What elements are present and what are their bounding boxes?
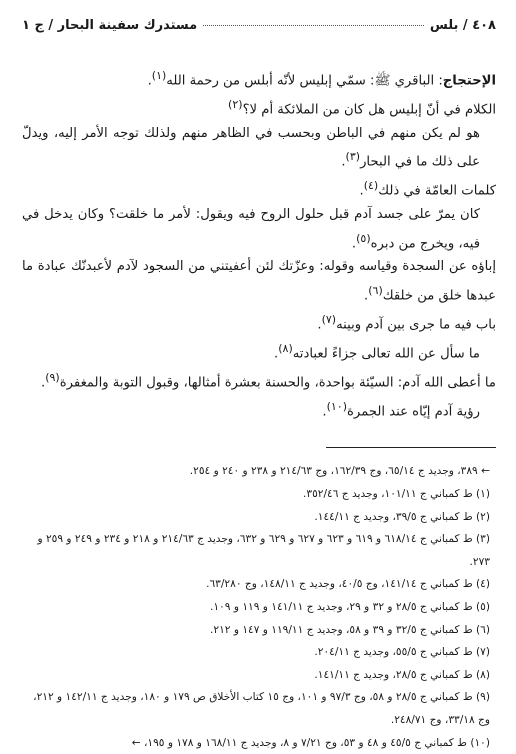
footnote-marker: (٩) [45, 370, 60, 384]
footnote-marker: (٤) [363, 179, 379, 193]
entry-paragraph: الكلام في أنّ إبليس هل كان من الملائكة أم لا؟$^{(٢)}$ [228, 97, 496, 118]
footnote-item: (٣) ط كمباني ج ٦١٨/١٤ و ٦١٩ و ٦٢٣ و ٦٢٧ و ٦٢٩ و ٦٣٢، وجديد ج ٢١٤/٦٣ و ٢١٨ و ٢٣٤ و ٢٤٩ و ٢٥٩ و ٢٧٣. [37, 533, 490, 568]
entry-paragraph: إباؤه عن السجدة وقياسه وقوله: وعزّتك لئن أعفيتني من السجود لآدم لأعبدنّك عبادة ما عبدها خلق من خلقك$^{(٦)}$. [22, 259, 496, 304]
footnote-item: (٥) ط كمباني ج ٢٨/٥ و ٣٢ و ٢٩، وجديد ج ١٤١/١١ و ١١٩ و ١٠٩. [210, 600, 490, 613]
footnote-marker: (٦) [368, 283, 383, 297]
main-text [22, 64, 496, 423]
entry-paragraph: رؤية آدم إيّاه عند الجمرة$^{(١٠)}$. [322, 399, 480, 419]
footnotes [22, 460, 496, 754]
entry-paragraph: ما أعطى الله آدم: السيّئة بواحدة، والحسنة بعشرة أمثالها، وقبول التوبة والمغفرة$^{(٩)}$. [41, 370, 496, 391]
running-header [22, 18, 496, 38]
footnote-marker: (٥) [356, 231, 371, 245]
footnote-item: (١) ط كمباني ج ١٠١/١١، وجديد ج ٣٥٢/٤٦. [303, 488, 490, 500]
footnote-marker: (٣) [345, 150, 361, 164]
entry-paragraph: كلمات العامّة في ذلك$^{(٤)}$. [359, 179, 496, 199]
footnote-item: (١٠) ط كمباني ج ٤٥/٥ و ٤٨ و ٥٣، وج ٧/٢١ و ٨، وجديد ج ١٦٨/١١ و ١٧٨ و ١٩٥، ← [131, 736, 490, 749]
footnote-item: (٤) ط كمباني ج ١٤١/١٤، وج ٤٠/٥، وجديد ج ١٤٨/١١، وج ٦٣/٢٨٠. [206, 578, 490, 591]
footnote-item: (٢) ط كمباني ج ٣٩/٥، وجديد ج ١٤٤/١١. [314, 510, 490, 523]
footnote-marker: (٢) [228, 97, 243, 111]
footnote-continuation: ← ٣٨٩، وجديد ج ٦٥/١٤، وج ١٦٢/٣٩، وج ٢١٤/٦٣ و ٢٣٨ و ٢٤٠ و ٢٥٤. [189, 465, 490, 478]
footnote-marker: (٧) [321, 312, 337, 326]
entry-paragraph: كان يمرّ على جسد آدم قبل حلول الروح فيه ويقول: لأمر ما خلقت؟ وكان يدخل في فيه، ويخرج من دبره$^{(٥)}$. [22, 207, 480, 251]
entry-paragraph: باب فيه ما جرى بين آدم وبينه$^{(٧)}$. [317, 312, 496, 333]
footnote-marker: (١٠) [326, 399, 348, 413]
page-reference: ٤٠٨ / بلس [429, 18, 496, 33]
header-leader-dots [203, 25, 424, 26]
footnote-separator [326, 447, 496, 448]
entry-paragraph: ما سأل عن الله تعالى جزاءً لعبادته$^{(٨)}$. [274, 341, 480, 362]
footnote-item: (٨) ط كمباني ج ٢٨/٥، وجديد ج ١٤١/١١. [314, 668, 490, 681]
book-title: مستدرك سفينة البحار / ج ١ [22, 18, 198, 33]
book-page [22, 18, 496, 749]
source-label: الإحتجاج [442, 73, 496, 89]
footnote-item: (٩) ط كمباني ج ٢٨/٥ و ٥٨، وج ٩٧/٣ و ١٠١، وج ١٥ كتاب الأخلاق ص ١٧٩ و ١٨٠، وجديد ج ١٤٢/١١ و ٢١٢، وج ٣٣/١٨، وج ٢٤٨/٧١. [33, 691, 490, 726]
footnote-marker: (٨) [278, 341, 293, 355]
footnote-item: (٧) ط كمباني ج ٥٥/٥، وجديد ج ٢٠٤/١١. [314, 646, 490, 659]
entry-paragraph: الإحتجاج: الباقري ﷺ: سمّي إبليس لأنّه أبلس من رحمة الله$^{(١)}$. [147, 69, 496, 89]
entry-paragraph: هو لم يكن منهم في الباطن وبحسب في الظاهر منهم ولذلك توجه الأمر إليه، ويدلّ على ذلك ما في البحار$^{(٣)}$. [22, 125, 480, 170]
footnote-marker: (١) [151, 69, 167, 82]
footnote-item: (٦) ط كمباني ج ٣٢/٥ و ٣٩ و ٥٨، وجديد ج ١١٩/١١ و ١٤٧ و ٢١٢. [210, 623, 490, 636]
